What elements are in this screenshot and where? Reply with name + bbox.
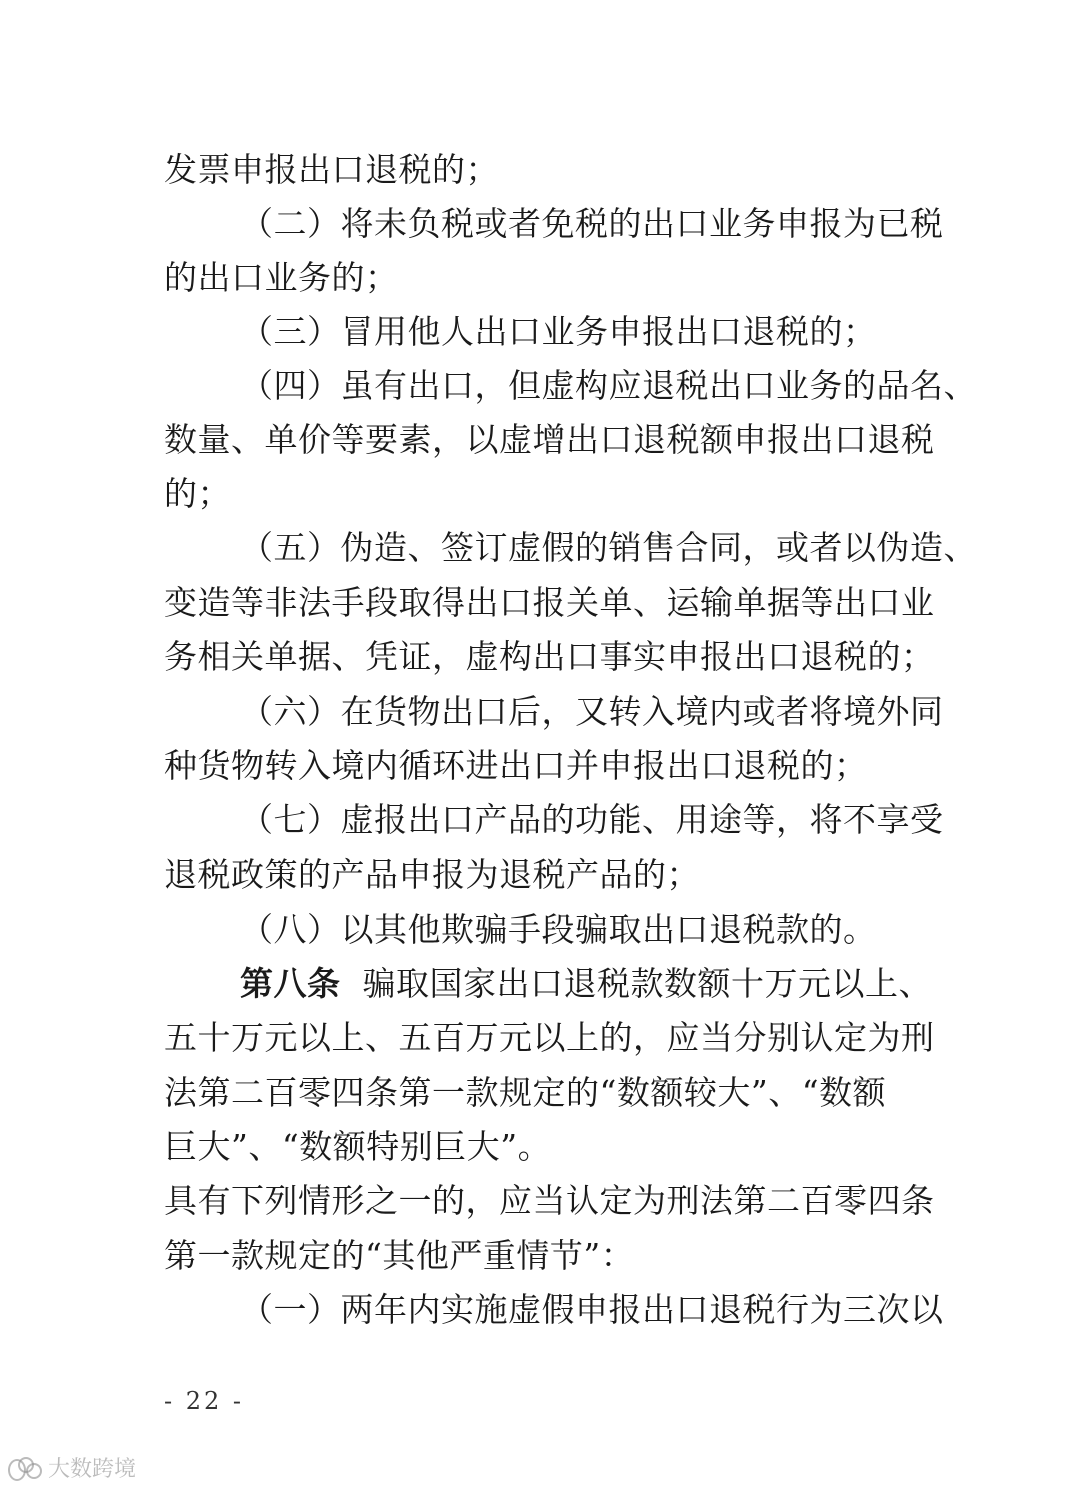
article-heading: 第八条 (240, 964, 341, 1003)
article-line (240, 964, 930, 1004)
text-line: （五）伪造、签订虚假的销售合同，或者以伪造、 (240, 528, 977, 567)
text-line: 第一款规定的“其他严重情节”： (164, 1236, 635, 1275)
text-line: （二）将未负税或者免税的出口业务申报为已税 (240, 204, 944, 243)
text-line: （三）冒用他人出口业务申报出口退税的； (240, 312, 877, 351)
text-line: 变造等非法手段取得出口报关单、运输单据等出口业 (164, 583, 935, 622)
text-line: （六）在货物出口后，又转入境内或者将境外同 (240, 692, 944, 731)
text-line: 的出口业务的； (164, 258, 399, 297)
watermark-logo-icon (8, 1455, 42, 1481)
watermark-text: 大数跨境 (48, 1457, 137, 1482)
text-line: 退税政策的产品申报为退税产品的； (164, 855, 700, 894)
text-line: 的； (164, 474, 231, 513)
text-line: 数量、单价等要素，以虚增出口退税额申报出口退税 (164, 420, 935, 459)
text-line: 骗取国家出口退税款数额十万元以上、 (362, 964, 932, 1003)
text-line: 务相关单据、凭证，虚构出口事实申报出口退税的； (164, 637, 935, 676)
text-line: 发票申报出口退税的； (164, 150, 499, 189)
text-line: 种货物转入境内循环进出口并申报出口退税的； (164, 746, 868, 785)
watermark (8, 1452, 136, 1483)
text-line: （四）虽有出口，但虚构应退税出口业务的品名、 (240, 366, 977, 405)
text-line: 巨大”、“数额特别巨大”。 (164, 1127, 552, 1166)
text-line: （一）两年内实施虚假申报出口退税行为三次以 (240, 1290, 944, 1329)
text-line: （八）以其他欺骗手段骗取出口退税款的。 (240, 910, 877, 949)
text-line: （七）虚报出口产品的功能、用途等，将不享受 (240, 800, 944, 839)
text-line: 五十万元以上、五百万元以上的，应当分别认定为刑 (164, 1018, 935, 1057)
text-line: 法第二百零四条第一款规定的“数额较大”、“数额 (164, 1073, 887, 1112)
text-line: 具有下列情形之一的，应当认定为刑法第二百零四条 (164, 1181, 935, 1220)
page-number: - 22 - (164, 1387, 245, 1415)
